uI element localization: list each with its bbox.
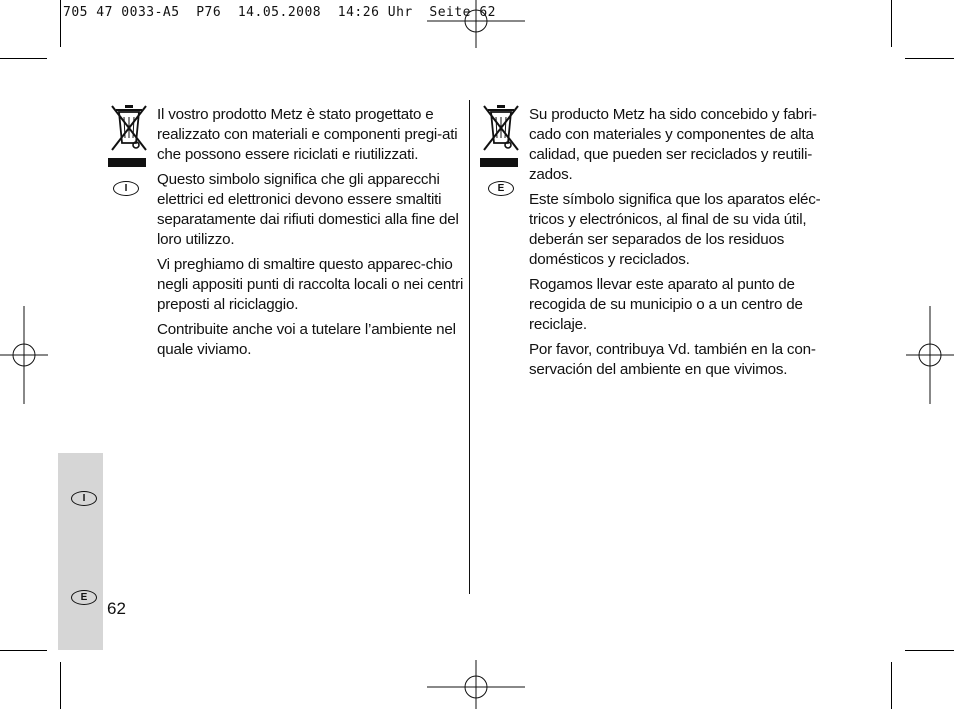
- paragraph: Vi preghiamo di smaltire questo apparec-chio negli appositi punti di raccolta locali o nei centri preposti al riciclaggio.: [157, 256, 464, 313]
- paragraph: Este símbolo significa que los aparatos eléc-tricos y electrónicos, al final de su vida útil, deberán ser separados de los residuos domésticos y reciclados.: [529, 191, 821, 268]
- page-number: 62: [107, 599, 126, 618]
- crop-mark: [0, 650, 47, 651]
- registration-mark-icon: [427, 660, 525, 709]
- registration-mark-icon: [906, 306, 954, 404]
- registration-mark-icon: [427, 0, 525, 48]
- paragraph: Por favor, contribuya Vd. también en la con-servación del ambiente en que vivimos.: [529, 341, 816, 378]
- crop-mark: [60, 662, 61, 709]
- paragraph: Il vostro prodotto Metz è stato progettato e realizzato con materiali e componenti pregi-ati che possono essere riciclati e riutilizzati.: [157, 106, 458, 163]
- crop-mark: [0, 58, 47, 59]
- crop-mark: [905, 58, 954, 59]
- paragraph: Questo simbolo significa che gli apparecchi elettrici ed elettronici devono essere smaltiti separatamente dai rifiuti domestici alla fine del loro utilizzo.: [157, 171, 459, 248]
- crossed-out-wheelie-bin-icon: [481, 103, 521, 153]
- language-sidebar: [58, 453, 103, 650]
- sidebar-tab-spanish: E: [71, 590, 97, 605]
- crop-mark: [905, 650, 954, 651]
- weee-black-bar: [108, 158, 146, 167]
- crossed-out-wheelie-bin-icon: [109, 103, 149, 153]
- spanish-text-column: [529, 105, 839, 385]
- print-slug-header: 705 47 0033-A5 P76 14.05.2008 14:26 Uhr Seite 62: [63, 5, 496, 20]
- paragraph: Rogamos llevar este aparato al punto de recogida de su municipio o a un centro de reciclaje.: [529, 276, 803, 333]
- paragraph: Contribuite anche voi a tutelare l’ambiente nel quale viviamo.: [157, 321, 456, 358]
- language-badge-italian: I: [113, 181, 139, 196]
- language-badge-spanish: E: [488, 181, 514, 196]
- column-divider: [469, 100, 470, 594]
- paragraph: Su producto Metz ha sido concebido y fabri-cado con materiales y componentes de alta calidad, que pueden ser reciclados y reutili-zados.: [529, 106, 817, 183]
- sidebar-tab-italian: I: [71, 491, 97, 506]
- weee-black-bar: [480, 158, 518, 167]
- crop-mark: [60, 0, 61, 47]
- crop-mark: [891, 662, 892, 709]
- italian-text-column: [157, 105, 467, 365]
- crop-mark: [891, 0, 892, 47]
- registration-mark-icon: [0, 306, 48, 404]
